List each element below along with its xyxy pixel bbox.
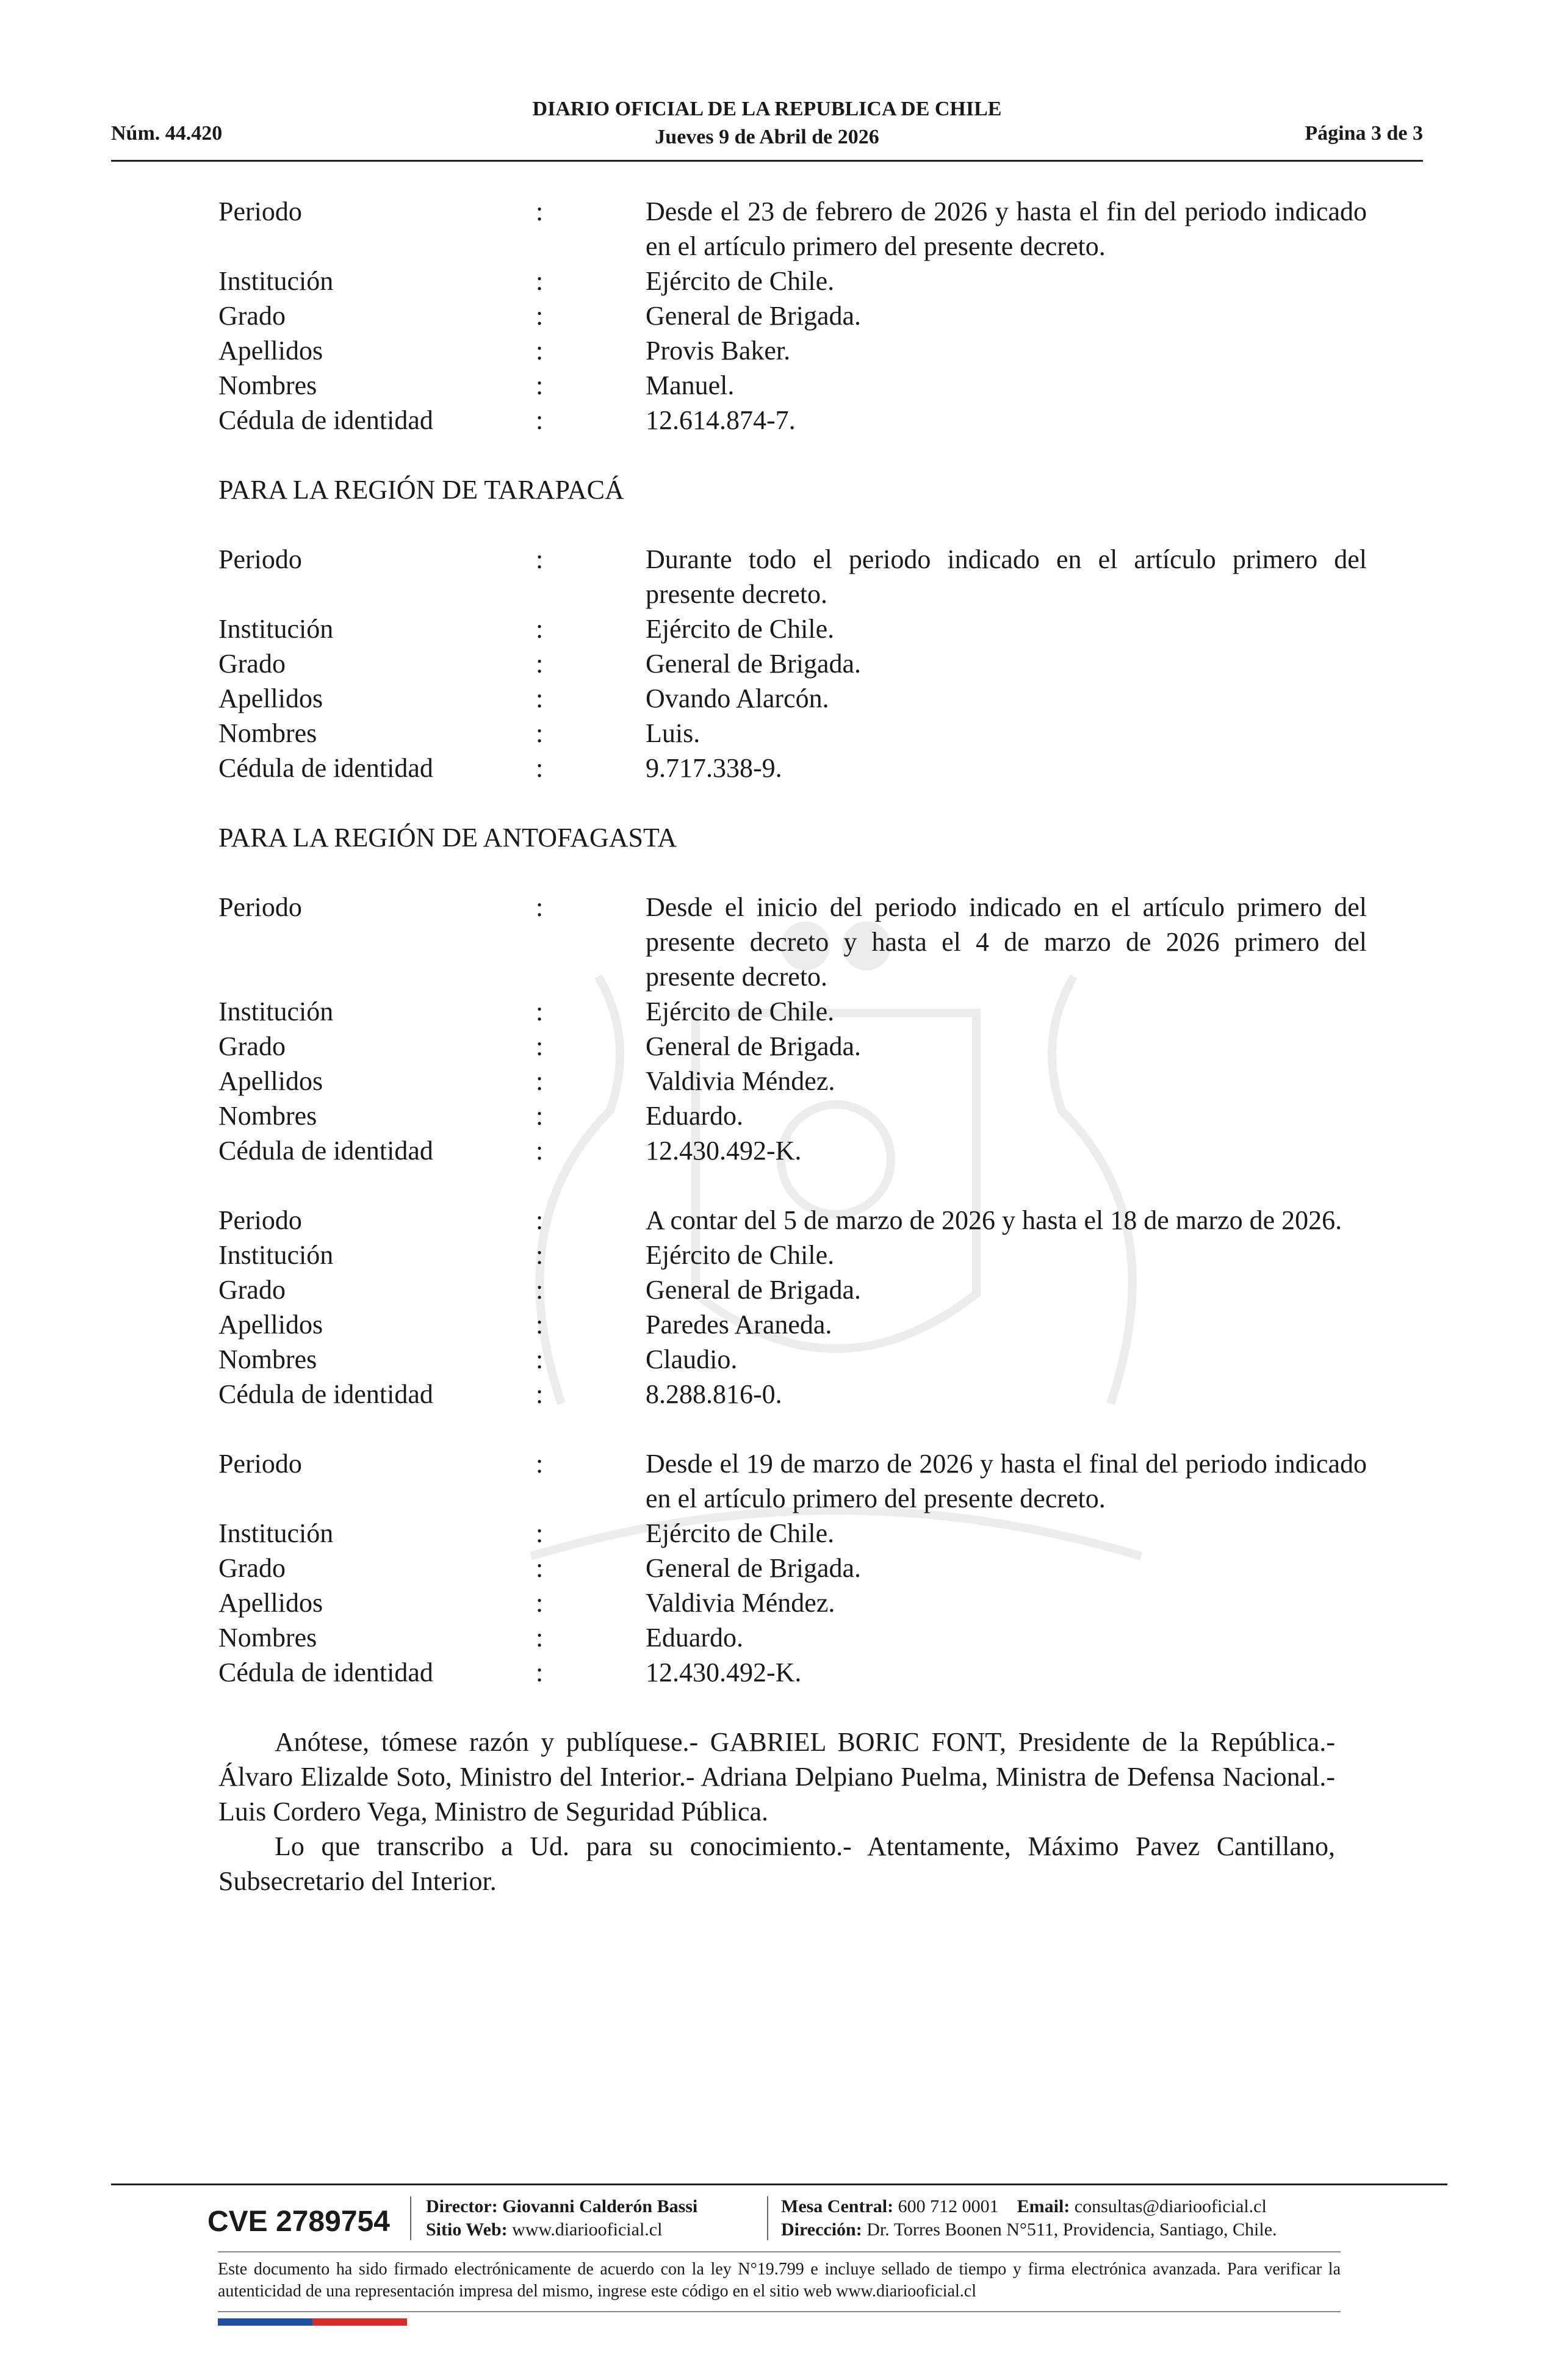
page-number: Página 3 de 3: [1305, 122, 1423, 145]
record-row: [218, 1098, 1367, 1133]
record-row: [218, 1238, 1367, 1272]
field-separator: :: [536, 997, 544, 1026]
field-label: Institución: [218, 997, 334, 1026]
closing-paragraph: Anótese, tómese razón y publíquese.- GABRIEL BORIC FONT, Presidente de la República.- Álvaro Elizalde Soto, Ministro del Interior.- Adriana Delpiano Puelma, Ministra de Defensa Nacional.- Luis Cordero Vega, Ministro de Seguridad Pública.: [218, 1727, 1335, 1826]
divider: [767, 2196, 768, 2240]
record-row: [218, 1516, 1367, 1551]
field-label: Nombres: [218, 1623, 317, 1653]
email-link[interactable]: consultas@diariooficial.cl: [1074, 2196, 1267, 2216]
record-row: [218, 368, 1367, 403]
record-row: [218, 1620, 1367, 1655]
record-row: [218, 1133, 1367, 1168]
field-label: Periodo: [218, 1205, 302, 1235]
field-separator: :: [536, 614, 544, 644]
field-label: Grado: [218, 1275, 286, 1305]
field-separator: :: [536, 1031, 544, 1061]
field-separator: :: [536, 405, 544, 435]
field-value: General de Brigada.: [646, 301, 862, 331]
field-label: Periodo: [218, 1449, 302, 1479]
field-value: Claudio.: [646, 1344, 738, 1374]
record-block: [218, 890, 1367, 1168]
field-value: 12.430.492-K.: [646, 1136, 802, 1166]
record-row: [218, 542, 1367, 611]
field-separator: :: [536, 1240, 544, 1270]
flag-stripe: [218, 2318, 407, 2326]
closing-text: [218, 1725, 1335, 1899]
field-label: Grado: [218, 1031, 286, 1061]
field-separator: :: [536, 649, 544, 679]
record-row: [218, 890, 1367, 994]
field-value: 12.614.874-7.: [646, 405, 796, 435]
field-value: Ejército de Chile.: [646, 1240, 835, 1270]
section-title-antofagasta: PARA LA REGIÓN DE ANTOFAGASTA: [218, 823, 677, 853]
field-label: Nombres: [218, 1101, 317, 1131]
field-value: Desde el 19 de marzo de 2026 y hasta el final del periodo indicado en el artículo primero del presente decreto.: [646, 1449, 1367, 1513]
field-value: Luis.: [646, 718, 701, 748]
field-value: Ejército de Chile.: [646, 997, 835, 1026]
footer-divider: [218, 2311, 1341, 2312]
record-block: [218, 542, 1367, 785]
field-separator: :: [536, 1310, 544, 1340]
flag-red-stripe: [312, 2318, 407, 2326]
mesa-label: Mesa Central:: [781, 2196, 894, 2216]
record-row: [218, 1064, 1367, 1098]
record-row: [218, 994, 1367, 1029]
field-separator: :: [536, 266, 544, 296]
field-value: 8.288.816-0.: [646, 1379, 782, 1409]
field-value: Ejército de Chile.: [646, 1518, 835, 1548]
field-value: Desde el 23 de febrero de 2026 y hasta el fin del periodo indicado en el artículo primero del presente decreto.: [646, 197, 1367, 261]
field-value: Eduardo.: [646, 1623, 744, 1653]
record-row: [218, 1307, 1367, 1342]
field-value: Ejército de Chile.: [646, 266, 835, 296]
contact-block: [781, 2195, 1277, 2241]
field-value: Provis Baker.: [646, 336, 791, 366]
field-label: Cédula de identidad: [218, 1657, 433, 1687]
field-separator: :: [536, 336, 544, 366]
publication-title: DIARIO OFICIAL DE LA REPUBLICA DE CHILE: [532, 98, 1002, 120]
field-label: Cédula de identidad: [218, 1136, 433, 1166]
record-row: [218, 298, 1367, 333]
field-label: Nombres: [218, 370, 317, 400]
field-label: Periodo: [218, 197, 302, 226]
field-separator: :: [536, 1553, 544, 1583]
field-separator: :: [536, 1588, 544, 1618]
page-footer: [111, 2183, 1447, 2332]
record-row: [218, 1342, 1367, 1377]
legal-notice: Este documento ha sido firmado electrónicamente de acuerdo con la ley N°19.799 e incluye sellado de tiempo y firma electrónica avanzada. Para verificar la autenticidad de una representación impresa del mismo, ingrese este código en el sitio web www.diariooficial.cl: [218, 2260, 1341, 2301]
field-label: Apellidos: [218, 1310, 323, 1340]
field-label: Cédula de identidad: [218, 1379, 433, 1409]
director-name: Giovanni Calderón Bassi: [502, 2196, 698, 2216]
field-separator: :: [536, 1449, 544, 1479]
field-separator: :: [536, 1066, 544, 1096]
field-separator: :: [536, 301, 544, 331]
director-label: Director:: [426, 2196, 498, 2216]
record-row: [218, 1551, 1367, 1585]
field-value: General de Brigada.: [646, 1553, 862, 1583]
address-label: Dirección:: [781, 2220, 862, 2240]
field-label: Nombres: [218, 718, 317, 748]
field-separator: :: [536, 1379, 544, 1409]
record-block: [218, 194, 1367, 438]
record-row: [218, 264, 1367, 298]
issue-number: Núm. 44.420: [111, 122, 223, 145]
field-label: Apellidos: [218, 1066, 323, 1096]
record-row: [218, 1272, 1367, 1307]
field-label: Apellidos: [218, 1588, 323, 1618]
field-separator: :: [536, 197, 544, 226]
record-row: [218, 646, 1367, 681]
field-separator: :: [536, 753, 544, 783]
field-separator: :: [536, 1518, 544, 1548]
field-value: A contar del 5 de marzo de 2026 y hasta el 18 de marzo de 2026.: [646, 1205, 1342, 1235]
field-value: Durante todo el periodo indicado en el artículo primero del presente decreto.: [646, 544, 1367, 609]
address-value: Dr. Torres Boonen N°511, Providencia, Santiago, Chile.: [866, 2220, 1277, 2240]
section-title-tarapaca: PARA LA REGIÓN DE TARAPACÁ: [218, 475, 624, 505]
field-value: Ejército de Chile.: [646, 614, 835, 644]
page-header: [111, 93, 1423, 162]
field-label: Apellidos: [218, 336, 323, 366]
record-row: [218, 1377, 1367, 1412]
closing-paragraph: Lo que transcribo a Ud. para su conocimiento.- Atentamente, Máximo Pavez Cantillano, Subsecretario del Interior.: [218, 1831, 1335, 1896]
field-value: Valdivia Méndez.: [646, 1066, 835, 1096]
field-label: Institución: [218, 614, 334, 644]
footer-divider: [218, 2251, 1341, 2252]
field-label: Institución: [218, 266, 334, 296]
record-row: [218, 194, 1367, 264]
field-value: 12.430.492-K.: [646, 1657, 802, 1687]
record-row: [218, 681, 1367, 716]
field-value: Valdivia Méndez.: [646, 1588, 835, 1618]
field-separator: :: [536, 1205, 544, 1235]
field-label: Periodo: [218, 544, 302, 574]
email-label: Email:: [1017, 2196, 1070, 2216]
mesa-value: 600 712 0001: [898, 2196, 999, 2216]
record-row: [218, 1029, 1367, 1064]
director-block: [426, 2195, 697, 2241]
field-separator: :: [536, 892, 544, 922]
field-label: Institución: [218, 1518, 334, 1548]
divider: [410, 2196, 411, 2240]
record-row: [218, 1203, 1367, 1238]
field-label: Apellidos: [218, 683, 323, 713]
field-separator: :: [536, 1136, 544, 1166]
field-label: Institución: [218, 1240, 334, 1270]
field-value: Manuel.: [646, 370, 735, 400]
field-label: Nombres: [218, 1344, 317, 1374]
record-row: [218, 1655, 1367, 1690]
record-row: [218, 611, 1367, 646]
record-row: [218, 333, 1367, 368]
field-value: General de Brigada.: [646, 1031, 862, 1061]
document-body: [218, 194, 1367, 1899]
record-block: [218, 1203, 1367, 1412]
field-separator: :: [536, 683, 544, 713]
field-label: Cédula de identidad: [218, 753, 433, 783]
record-block: [218, 1446, 1367, 1690]
field-separator: :: [536, 544, 544, 574]
record-row: [218, 403, 1367, 438]
field-value: 9.717.338-9.: [646, 753, 782, 783]
field-value: Ovando Alarcón.: [646, 683, 829, 713]
field-separator: :: [536, 718, 544, 748]
cve-code: CVE 2789754: [207, 2205, 390, 2238]
field-label: Periodo: [218, 892, 302, 922]
record-row: [218, 751, 1367, 785]
record-row: [218, 1585, 1367, 1620]
header-center: [111, 95, 1423, 151]
field-separator: :: [536, 1344, 544, 1374]
record-row: [218, 716, 1367, 751]
record-row: [218, 1446, 1367, 1516]
field-separator: :: [536, 370, 544, 400]
field-value: Desde el inicio del periodo indicado en el artículo primero del presente decreto y hasta el 4 de marzo de 2026 primero del presente decreto.: [646, 892, 1367, 992]
field-value: General de Brigada.: [646, 1275, 862, 1305]
field-label: Grado: [218, 649, 286, 679]
field-label: Grado: [218, 301, 286, 331]
website-link[interactable]: www.diariooficial.cl: [512, 2220, 663, 2240]
field-value: Eduardo.: [646, 1101, 744, 1131]
flag-blue-stripe: [218, 2318, 312, 2326]
publication-date: Jueves 9 de Abril de 2026: [655, 126, 879, 148]
field-separator: :: [536, 1275, 544, 1305]
field-label: Cédula de identidad: [218, 405, 433, 435]
field-separator: :: [536, 1623, 544, 1653]
field-label: Grado: [218, 1553, 286, 1583]
field-separator: :: [536, 1101, 544, 1131]
field-value: General de Brigada.: [646, 649, 862, 679]
field-value: Paredes Araneda.: [646, 1310, 832, 1340]
website-label: Sitio Web:: [426, 2220, 508, 2240]
field-separator: :: [536, 1657, 544, 1687]
